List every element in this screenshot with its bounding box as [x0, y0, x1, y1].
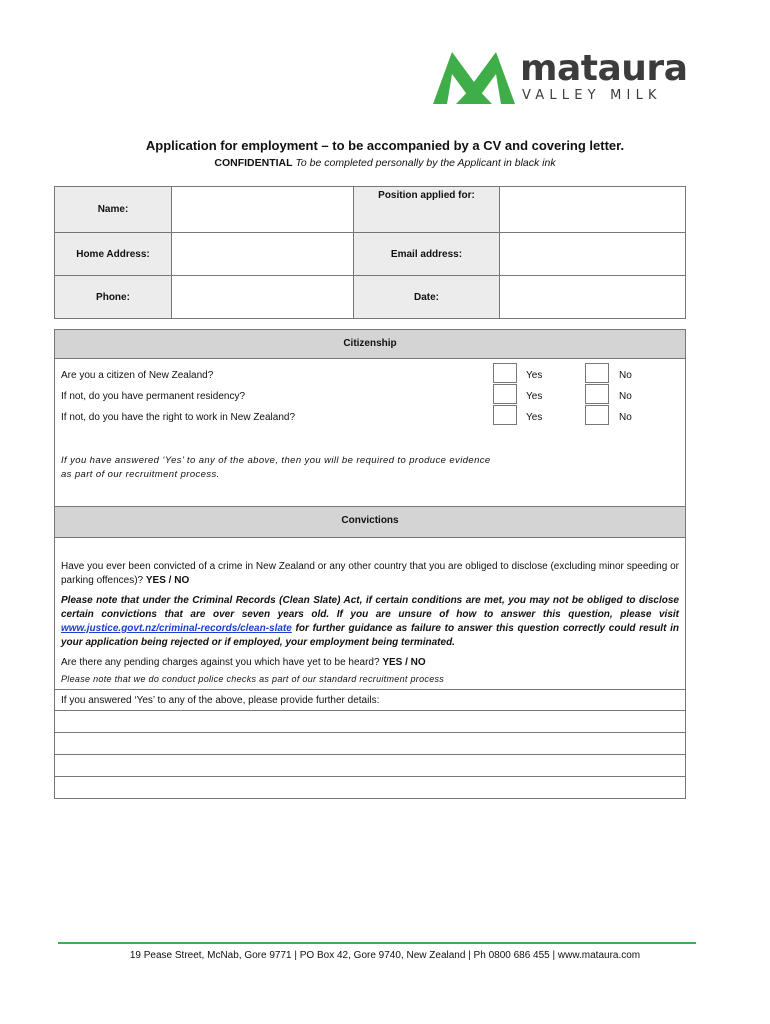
residency-yes-checkbox[interactable] [493, 384, 517, 404]
no-label: No [619, 412, 632, 423]
question-right-to-work: If not, do you have the right to work in New Zealand? [61, 412, 296, 423]
no-label: No [619, 391, 632, 402]
footer-address: 19 Pease Street, McNab, Gore 9771 | PO Box 42, Gore 9740, New Zealand | Ph 0800 686 455 | www.mataura.com [129, 950, 641, 961]
email-field[interactable] [500, 233, 686, 276]
email-label: Email address: [354, 233, 500, 276]
brand-tagline: VALLEY MILK [522, 88, 662, 103]
brand-name: mataura [520, 48, 688, 89]
phone-field[interactable] [172, 276, 354, 319]
details-line[interactable] [55, 733, 685, 755]
police-check-note: Please note that we do conduct police checks as part of our standard recruitment process [61, 674, 445, 684]
address-field[interactable] [172, 233, 354, 276]
details-line[interactable] [55, 777, 685, 798]
convictions-answer-options: YES / NO [145, 575, 190, 586]
yes-label: Yes [526, 412, 543, 423]
clean-slate-notice [61, 594, 679, 650]
address-label: Home Address: [55, 233, 172, 276]
phone-label: Phone: [55, 276, 172, 319]
mataura-logo-icon [433, 52, 515, 104]
question-residency: If not, do you have permanent residency? [61, 391, 246, 402]
work-no-checkbox[interactable] [585, 405, 609, 425]
convictions-question-text: Have you ever been convicted of a crime in New Zealand or any other country that you are obliged to disclose (excluding minor speeding or parking offences)? [61, 561, 679, 586]
yes-label: Yes [526, 370, 543, 381]
confidential-label: CONFIDENTIAL [214, 157, 293, 169]
citizenship-note: If you have answered ‘Yes’ to any of the above, then you will be required to produce evidence as part of our recruitment process. [61, 455, 491, 480]
no-label: No [619, 370, 632, 381]
convictions-question [61, 560, 679, 588]
citizen-yes-checkbox[interactable] [493, 363, 517, 383]
pending-charges-text: Are there any pending charges against you which have yet to be heard? [61, 657, 380, 668]
page-subtitle [0, 157, 770, 169]
convictions-section [54, 506, 686, 711]
convictions-heading: Convictions [55, 507, 685, 538]
citizenship-heading: Citizenship [55, 330, 685, 359]
clean-slate-warning: for further guidance as failure to answer this question correctly could result in your application being rejected or if employed, your employment being terminated. [61, 623, 680, 648]
instructions-text: To be completed personally by the Applicant in black ink [295, 157, 556, 169]
date-field[interactable] [500, 276, 686, 319]
residency-no-checkbox[interactable] [585, 384, 609, 404]
page-title: Application for employment – to be accompanied by a CV and covering letter. [145, 138, 625, 153]
name-label: Name: [55, 187, 172, 233]
clean-slate-text: Please note that under the Criminal Records (Clean Slate) Act, if certain conditions are met, you may not be obliged to disclose certain convictions that are over seven years old. If you are unsure of how to answer this question, please visit [61, 595, 679, 620]
position-label: Position applied for: [354, 187, 500, 233]
citizenship-section [54, 329, 686, 507]
yes-label: Yes [526, 391, 543, 402]
pending-charges-options: YES / NO [382, 657, 426, 668]
position-field[interactable] [500, 187, 686, 233]
pending-charges-question [61, 656, 679, 670]
citizen-no-checkbox[interactable] [585, 363, 609, 383]
name-field[interactable] [172, 187, 354, 233]
footer-divider [58, 942, 696, 944]
clean-slate-link[interactable]: www.justice.govt.nz/criminal-records/clean-slate [61, 623, 292, 634]
details-label: If you answered ‘Yes’ to any of the above, please provide further details: [61, 695, 380, 706]
details-line[interactable] [55, 711, 685, 733]
details-line[interactable] [55, 755, 685, 777]
question-citizen: Are you a citizen of New Zealand? [61, 370, 214, 381]
personal-details-table [54, 186, 686, 319]
date-label: Date: [354, 276, 500, 319]
work-yes-checkbox[interactable] [493, 405, 517, 425]
details-lines [54, 710, 686, 799]
